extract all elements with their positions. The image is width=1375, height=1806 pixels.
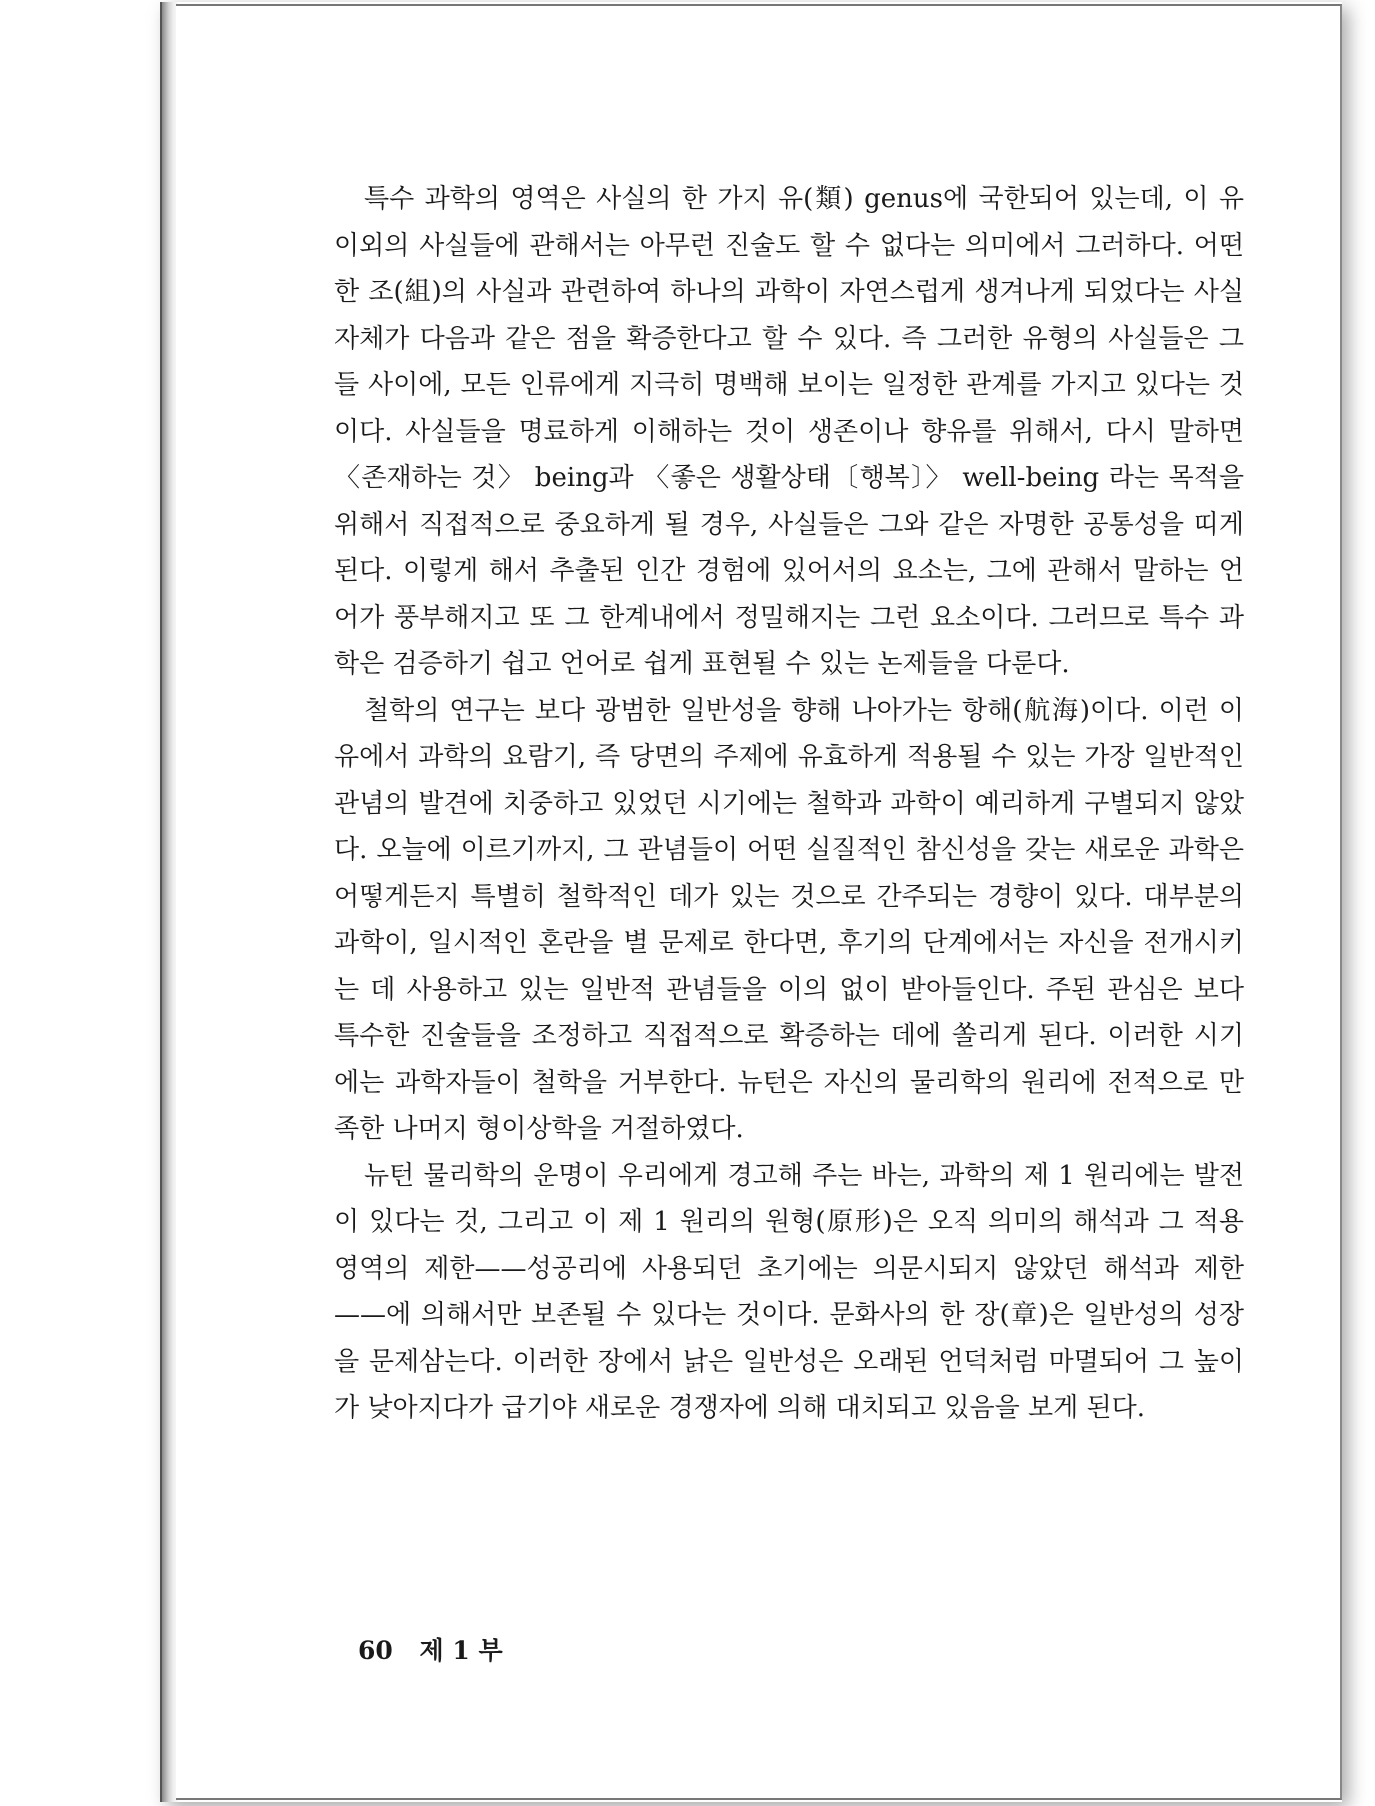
body-text <box>334 176 1244 1432</box>
paragraph-3: 뉴턴 물리학의 운명이 우리에게 경고해 주는 바는, 과학의 제 1 원리에는 발전이 있다는 것, 그리고 이 제 1 원리의 원형(原形)은 오직 의미의 해석과 그 적용 영역의 제한——성공리에 사용되던 초기에는 의문시되지 않았던 해석과 제한——에 의해서만 보존될 수 있다는 것이다. 문화사의 한 장(章)은 일반성의 성장을 문제삼는다. 이러한 장에서 낡은 일반성은 오래된 언덕처럼 마멸되어 그 높이가 낮아지다가 급기야 새로운 경쟁자에 의해 대치되고 있음을 보게 된다. <box>334 1160 1244 1423</box>
page-footer <box>358 1631 503 1667</box>
paragraph-1: 특수 과학의 영역은 사실의 한 가지 유(類) genus에 국한되어 있는데, 이 유 이외의 사실들에 관해서는 아무런 진술도 할 수 없다는 의미에서 그러하다. 어떤 한 조(組)의 사실과 관련하여 하나의 과학이 자연스럽게 생겨나게 되었다는 사실 자체가 다음과 같은 점을 확증한다고 할 수 있다. 즉 그러한 유형의 사실들은 그들 사이에, 모든 인류에게 지극히 명백해 보이는 일정한 관계를 가지고 있다는 것이다. 사실들을 명료하게 이해하는 것이 생존이나 향유를 위해서, 다시 말하면 〈존재하는 것〉 being과 〈좋은 생활상태〔행복〕〉 well-being 라는 목적을 위해서 직접적으로 중요하게 될 경우, 사실들은 그와 같은 자명한 공통성을 띠게 된다. 이렇게 해서 추출된 인간 경험에 있어서의 요소는, 그에 관해서 말하는 언어가 풍부해지고 또 그 한계내에서 정밀해지는 그런 요소이다. 그러므로 특수 과학은 검증하기 쉽고 언어로 쉽게 표현될 수 있는 논제들을 다룬다. <box>334 184 1244 679</box>
paragraph-2: 철학의 연구는 보다 광범한 일반성을 향해 나아가는 항해(航海)이다. 이런 이유에서 과학의 요람기, 즉 당면의 주제에 유효하게 적용될 수 있는 가장 일반적인 관념의 발견에 치중하고 있었던 시기에는 철학과 과학이 예리하게 구별되지 않았다. 오늘에 이르기까지, 그 관념들이 어떤 실질적인 참신성을 갖는 새로운 과학은 어떻게든지 특별히 철학적인 데가 있는 것으로 간주되는 경향이 있다. 대부분의 과학이, 일시적인 혼란을 별 문제로 한다면, 후기의 단계에서는 자신을 전개시키는 데 사용하고 있는 일반적 관념들을 이의 없이 받아들인다. 주된 관심은 보다 특수한 진술들을 조정하고 직접적으로 확증하는 데에 쏠리게 된다. 이러한 시기에는 과학자들이 철학을 거부한다. 뉴턴은 자신의 물리학의 원리에 전적으로 만족한 나머지 형이상학을 거절하였다. <box>334 695 1244 1144</box>
book-page <box>176 4 1342 1800</box>
part-label: 제 1 부 <box>419 1636 503 1665</box>
page-number: 60 <box>358 1636 393 1665</box>
